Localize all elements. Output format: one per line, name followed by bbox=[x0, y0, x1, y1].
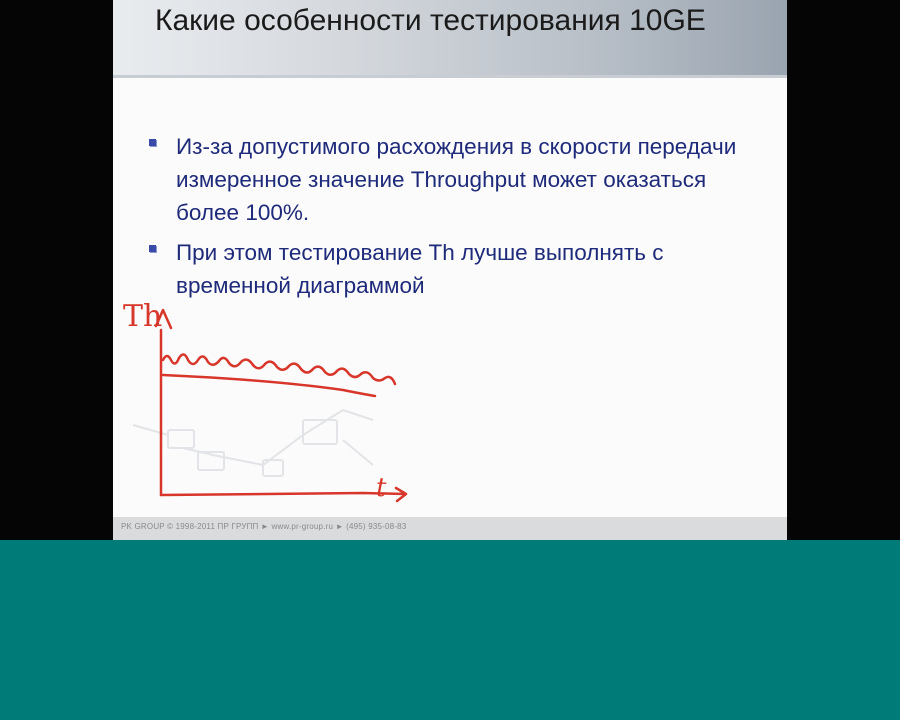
throughput-wave-line bbox=[163, 354, 395, 384]
nominal-rate-line bbox=[163, 375, 375, 396]
square-bullet-icon bbox=[149, 139, 156, 146]
footer-text: PK GROUP © 1998-2011 ПР ГРУПП ► www.pr-group.ru ► (495) 935-08-83 bbox=[121, 522, 407, 531]
square-bullet-icon bbox=[149, 245, 156, 252]
slide-title-bar bbox=[113, 0, 787, 78]
slide-footer bbox=[113, 517, 787, 540]
presentation-slide bbox=[113, 0, 787, 540]
bullet-text: При этом тестирование Th лучше выполнять с временной диаграммой bbox=[176, 240, 664, 298]
y-axis-label: Th bbox=[123, 299, 163, 334]
faint-network-diagram bbox=[133, 410, 373, 476]
teal-background-panel bbox=[0, 540, 900, 720]
x-axis-line bbox=[161, 493, 405, 495]
bullet-text: Из-за допустимого расхождения в скорости передачи измеренное значение Throughput может оказаться более 100%. bbox=[176, 134, 737, 225]
x-axis-label: t bbox=[376, 473, 387, 503]
slide-title: Какие особенности тестирования 10GE bbox=[155, 4, 706, 37]
hand-drawn-timing-diagram bbox=[113, 290, 787, 520]
